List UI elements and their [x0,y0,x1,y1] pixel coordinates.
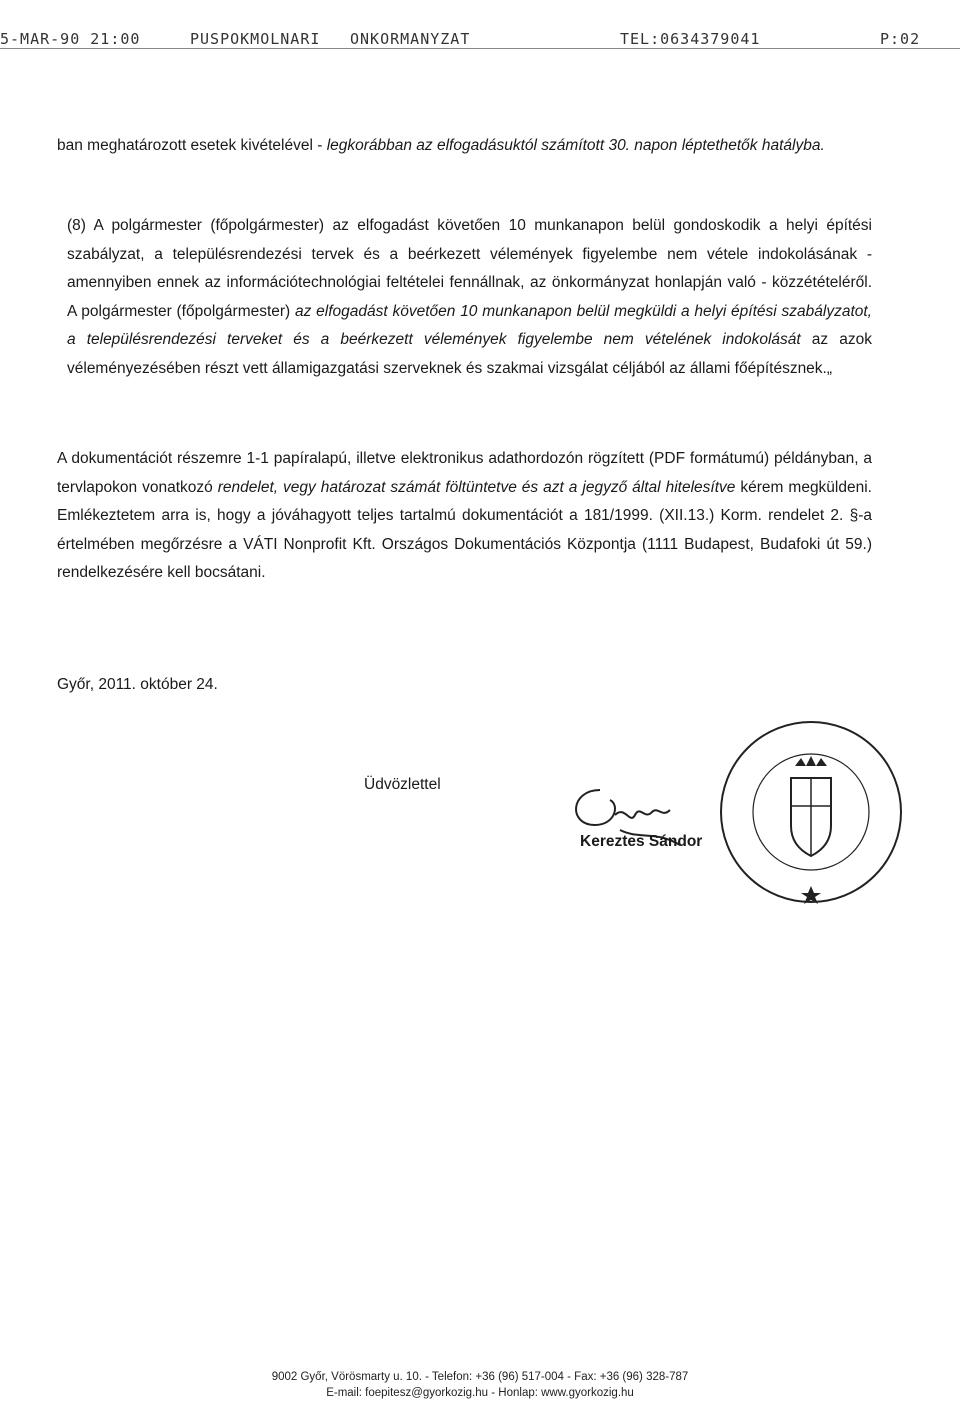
footer-email-web: E-mail: foepitesz@gyorkozig.hu - Honlap: www.gyorkozig.hu [326,1387,634,1399]
paragraph-documentation-italic: rendelet, vegy határozat számát föltüntetve és azt a jegyző által hitelesítve [217,478,736,496]
paragraph-documentation-part2: kérem megküldeni. Emlékeztetem arra is, hogy a jóváhagyott teljes tartalmú dokumentációt a 181/1999. (XII.13.) Korm. rendelet 2. §-a értelmében megőrzésre a VÁTI Nonprofit Kft. Országos Dokumentációs Központja (1111 Budapest, Budafoki út 59.) rendelkezésére kell bocsátani. [57,478,872,581]
paragraph-documentation-part1: A dokumentációt részemre 1-1 papíralapú, illetve elektronikus adathordozón rögzített (PDF formátumú) példányban, a tervlapokon vonatkozó [57,450,872,496]
official-round-stamp [715,716,907,908]
signer-name: Kereztes Sándor [580,833,703,850]
greeting: Üdvözlettel [364,776,441,793]
paragraph-8-part2: az azok véleményezésében részt vett államigazgatási szerveknek és szakmai vizsgálat céljából az állami főépítésznek.„ [67,331,872,377]
paragraph-8 [67,212,872,383]
paragraph-continuation-italic: legkorábban az elfogadásuktól számított 30. napon léptethetők hatályba. [326,137,825,154]
fax-header-rule [0,48,960,49]
fax-header [0,30,960,54]
fax-datetime: 5-MAR-90 21:00 [0,30,141,48]
paragraph-8-italic: az elfogadást követően 10 munkanapon belül megküldi a helyi építési szabályzatot, a településrendezési terveket és a beérkezett vélemények figyelembe nem vételének indokolását [67,302,872,348]
paragraph-8-part1: (8) A polgármester (főpolgármester) az elfogadást követően 10 munkanapon belül gondoskodik a helyi építési szabályzat, a településrendezési tervek és a beérkezett vélemények figyelembe nem vétele indokolásának - amennyiben ennek az információtechnológiai feltételei fennállnak, az önkormányzat honlapján való - közzétételéről. A polgármester (főpolgármester) [67,217,872,320]
fax-org: ONKORMANYZAT [350,30,471,48]
fax-sender: PUSPOKMOLNARI [190,30,321,48]
letter-date: Győr, 2011. október 24. [57,676,218,693]
paragraph-documentation [57,445,872,588]
fax-tel: TEL:0634379041 [620,30,761,48]
footer-contact: 9002 Győr, Vörösmarty u. 10. - Telefon: +36 (96) 517-004 - Fax: +36 (96) 328-787 [271,1371,689,1383]
paragraph-continuation [57,132,872,161]
paragraph-continuation-lead: ban meghatározott esetek kivételével - [57,137,327,154]
fax-page: P:02 [880,30,921,48]
